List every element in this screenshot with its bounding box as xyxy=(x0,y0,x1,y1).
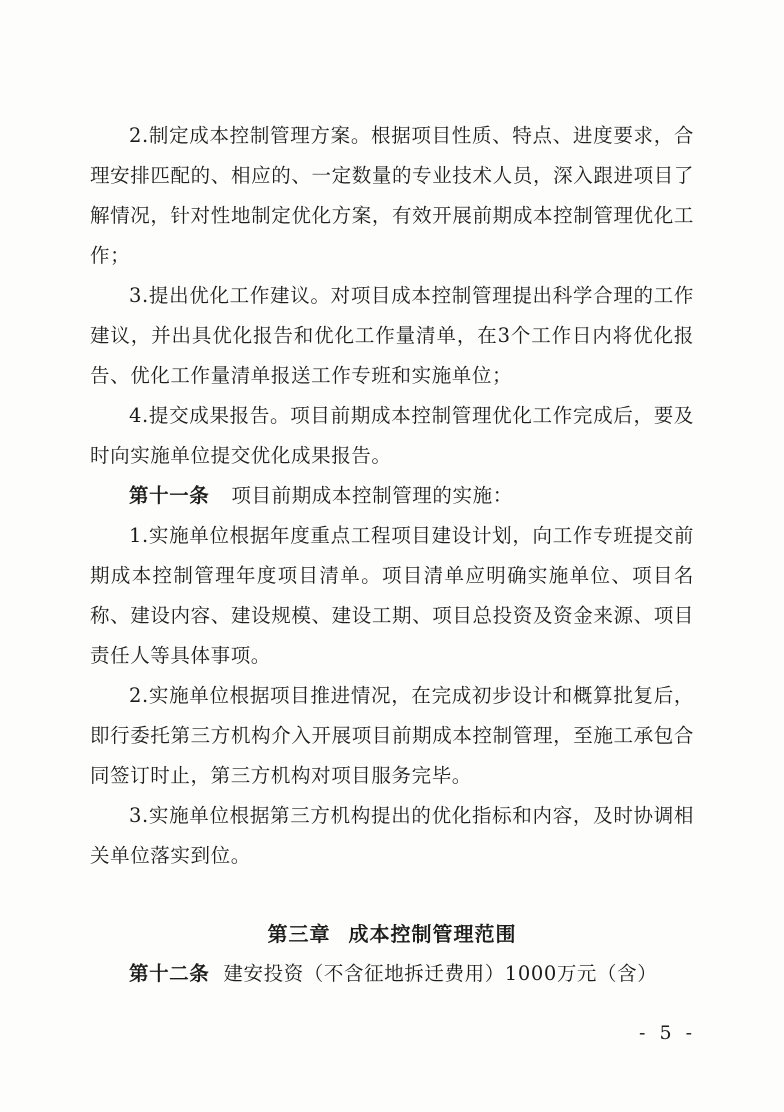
paragraph-text: 3.实施单位根据第三方机构提出的优化指标和内容，及时协调相关单位落实到位。 xyxy=(90,804,694,867)
paragraph-11-2 xyxy=(90,676,694,796)
paragraph-2 xyxy=(90,116,694,276)
chapter-title: 成本控制管理范围 xyxy=(348,922,517,946)
paragraph-text: 4.提交成果报告。项目前期成本控制管理优化工作完成后，要及时向实施单位提交优化成果报告。 xyxy=(90,404,694,467)
paragraph-11-1 xyxy=(90,516,694,676)
chapter-heading xyxy=(0,918,784,947)
article-12-text: 建安投资（不含征地拆迁费用）1000万元（含） xyxy=(223,962,658,985)
paragraph-11-3 xyxy=(90,796,694,876)
paragraph-4 xyxy=(90,396,694,476)
page-number: - 5 - xyxy=(638,1022,696,1044)
chapter-number: 第三章 xyxy=(267,922,331,946)
paragraph-text: 2.制定成本控制管理方案。根据项目性质、特点、进度要求，合理安排匹配的、相应的、一定数量的专业技术人员，深入跟进项目了解情况，针对性地制定优化方案，有效开展前期成本控制管理优化工作； xyxy=(90,124,694,267)
article-11-text: 项目前期成本控制管理的实施： xyxy=(231,484,513,507)
paragraph-text: 1.实施单位根据年度重点工程项目建设计划，向工作专班提交前期成本控制管理年度项目清单。项目清单应明确实施单位、项目名称、建设内容、建设规模、建设工期、项目总投资及资金来源、项目责任人等具体事项。 xyxy=(90,524,694,667)
paragraph-3 xyxy=(90,276,694,396)
paragraph-text: 2.实施单位根据项目推进情况，在完成初步设计和概算批复后，即行委托第三方机构介入开展项目前期成本控制管理，至施工承包合同签订时止，第三方机构对项目服务完毕。 xyxy=(90,684,694,787)
article-12 xyxy=(90,954,694,994)
article-11 xyxy=(90,476,694,516)
article-11-head: 第十一条 xyxy=(129,484,210,507)
paragraph-text: 3.提出优化工作建议。对项目成本控制管理提出科学合理的工作建议，并出具优化报告和优化工作量清单，在3个工作日内将优化报告、优化工作量清单报送工作专班和实施单位； xyxy=(90,284,694,387)
article-12-head: 第十二条 xyxy=(129,962,210,985)
